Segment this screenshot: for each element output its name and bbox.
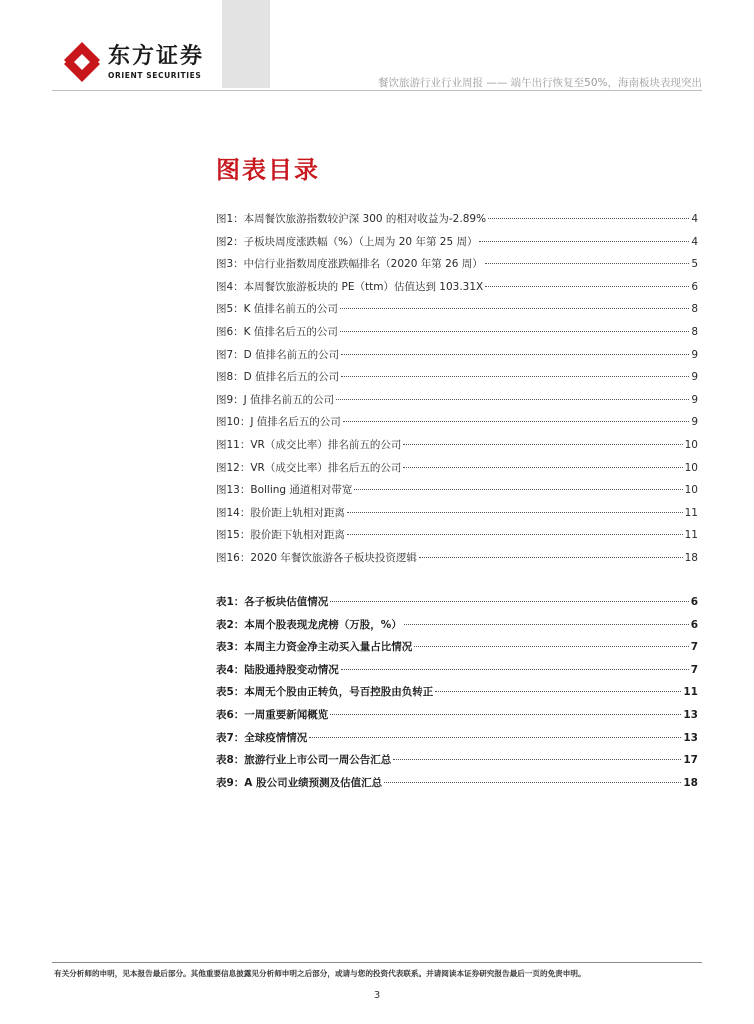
leader-dots xyxy=(393,759,681,760)
table-entry-label: 表8：旅游行业上市公司一周公告汇总 xyxy=(216,754,392,767)
leader-dots xyxy=(479,241,689,242)
figure-entry-label: 图8：D 值排名后五的公司 xyxy=(216,371,340,384)
figure-entry[interactable] xyxy=(216,392,698,415)
leader-dots xyxy=(403,444,682,445)
leader-dots xyxy=(341,376,689,377)
table-entry[interactable] xyxy=(216,594,698,617)
figure-entry[interactable] xyxy=(216,279,698,302)
figure-entry[interactable] xyxy=(216,550,698,573)
figure-entry[interactable] xyxy=(216,527,698,550)
table-entry-label: 表5：本周无个股由正转负，号百控股由负转正 xyxy=(216,686,434,699)
table-entry-page: 13 xyxy=(683,731,698,744)
figure-entry[interactable] xyxy=(216,460,698,483)
figure-entry-page: 10 xyxy=(684,484,698,497)
figure-entry[interactable] xyxy=(216,347,698,370)
figure-entry[interactable] xyxy=(216,482,698,505)
leader-dots xyxy=(404,624,689,625)
logo-chinese-name: 东方证券 xyxy=(108,43,205,69)
figure-entry-page: 8 xyxy=(691,325,698,338)
figure-entry-page: 10 xyxy=(684,461,698,474)
table-entry-label: 表6：一周重要新闻概览 xyxy=(216,708,329,721)
table-entry-page: 17 xyxy=(683,754,698,767)
figure-entry-label: 图15：股价距下轨相对距离 xyxy=(216,529,345,542)
figure-entry-label: 图4：本周餐饮旅游板块的 PE（ttm）估值达到 103.31X xyxy=(216,280,484,293)
orient-logo-icon xyxy=(60,40,104,84)
table-entry-page: 6 xyxy=(690,596,698,608)
report-title: 餐饮旅游行业行业周报 —— 端午出行恢复至50%，海南板块表现突出 xyxy=(377,77,702,89)
figure-entry-label: 图3：中信行业指数周度涨跌幅排名（2020 年第 26 周） xyxy=(216,258,483,271)
figure-entry[interactable] xyxy=(216,369,698,392)
figure-entry-page: 10 xyxy=(684,438,698,451)
figure-entry-page: 9 xyxy=(691,393,698,406)
figure-entry-page: 9 xyxy=(691,416,698,429)
company-logo xyxy=(60,40,204,84)
figure-entry-page: 6 xyxy=(691,280,698,293)
table-entry[interactable] xyxy=(216,775,698,798)
leader-dots xyxy=(488,218,689,219)
figure-entry-label: 图9：J 值排名前五的公司 xyxy=(216,393,335,406)
table-entry[interactable] xyxy=(216,730,698,753)
table-entry[interactable] xyxy=(216,662,698,685)
leader-dots xyxy=(340,308,689,309)
leader-dots xyxy=(341,669,689,670)
figure-entry-label: 图5：K 值排名前五的公司 xyxy=(216,303,338,316)
figure-entry[interactable] xyxy=(216,324,698,347)
leader-dots xyxy=(330,601,688,602)
figure-entry-label: 图6：K 值排名后五的公司 xyxy=(216,325,338,338)
leader-dots xyxy=(309,737,681,738)
leader-dots xyxy=(343,421,690,422)
figure-entry-label: 图11：VR（成交比率）排名前五的公司 xyxy=(216,438,402,451)
leader-dots xyxy=(414,646,688,647)
figure-entry-page: 9 xyxy=(691,371,698,384)
leader-dots xyxy=(330,714,681,715)
leader-dots xyxy=(485,263,690,264)
leader-dots xyxy=(384,782,681,783)
table-entry-label: 表1：各子板块估值情况 xyxy=(216,596,329,608)
figure-entry[interactable] xyxy=(216,301,698,324)
figure-entry[interactable] xyxy=(216,437,698,460)
figure-entry-label: 图1：本周餐饮旅游指数较沪深 300 的相对收益为-2.89% xyxy=(216,213,487,225)
table-entry[interactable] xyxy=(216,639,698,662)
table-entry-page: 13 xyxy=(683,708,698,721)
figure-entry-label: 图10：J 值排名后五的公司 xyxy=(216,416,341,429)
figure-entry-label: 图7：D 值排名前五的公司 xyxy=(216,348,340,361)
table-entry-page: 18 xyxy=(683,776,698,789)
figure-entry-page: 11 xyxy=(684,529,698,542)
table-entry-label: 表7：全球疫情情况 xyxy=(216,731,308,744)
table-entry[interactable] xyxy=(216,707,698,730)
logo-english-name: ORIENT SECURITIES xyxy=(108,70,202,80)
figure-entry-page: 4 xyxy=(691,235,698,248)
figure-entry[interactable] xyxy=(216,211,698,234)
leader-dots xyxy=(347,534,683,535)
table-entry-label: 表4：陆股通持股变动情况 xyxy=(216,663,339,676)
figure-entry-page: 9 xyxy=(691,348,698,361)
figure-entry-label: 图13：Bolling 通道相对带宽 xyxy=(216,484,353,497)
table-entry[interactable] xyxy=(216,684,698,707)
leader-dots xyxy=(347,512,683,513)
figure-entry-page: 4 xyxy=(691,213,698,225)
figure-entry-label: 图12：VR（成交比率）排名后五的公司 xyxy=(216,461,402,474)
table-entry-label: 表2：本周个股表现龙虎榜（万股，%） xyxy=(216,618,402,631)
header-divider xyxy=(52,90,702,91)
table-entry-label: 表9：A 股公司业绩预测及估值汇总 xyxy=(216,776,383,789)
table-list xyxy=(216,594,698,797)
leader-dots xyxy=(340,331,689,332)
figure-entry[interactable] xyxy=(216,234,698,257)
table-entry-page: 7 xyxy=(690,663,698,676)
page-number: 3 xyxy=(373,990,381,1001)
figure-entry[interactable] xyxy=(216,505,698,528)
table-entry-page: 11 xyxy=(683,686,698,699)
footer-disclaimer: 有关分析师的申明，见本报告最后部分。其他重要信息披露见分析师申明之后部分，或请与您的投资代表联系。并请阅读本证券研究报告最后一页的免责申明。 xyxy=(54,969,586,978)
leader-dots xyxy=(435,691,681,692)
table-entry[interactable] xyxy=(216,752,698,775)
leader-dots xyxy=(341,354,689,355)
leader-dots xyxy=(419,557,683,558)
toc-heading: 图表目录 xyxy=(216,156,320,184)
figure-entry-page: 11 xyxy=(684,506,698,519)
figure-entry-label: 图14：股价距上轨相对距离 xyxy=(216,506,345,519)
table-entry-label: 表3：本周主力资金净主动买入量占比情况 xyxy=(216,641,413,654)
figure-entry[interactable] xyxy=(216,414,698,437)
figure-entry[interactable] xyxy=(216,256,698,279)
footer-divider xyxy=(52,962,702,963)
table-entry-page: 7 xyxy=(690,641,698,654)
leader-dots xyxy=(336,399,689,400)
header-gray-bar xyxy=(222,0,270,88)
leader-dots xyxy=(403,467,682,468)
figure-entry-label: 图16：2020 年餐饮旅游各子板块投资逻辑 xyxy=(216,551,417,564)
figure-entry-page: 5 xyxy=(691,258,698,271)
leader-dots xyxy=(485,286,689,287)
figure-entry-page: 18 xyxy=(684,551,698,564)
figure-entry-label: 图2：子板块周度涨跌幅（%）（上周为 20 年第 25 周） xyxy=(216,235,478,248)
table-entry-page: 6 xyxy=(690,618,698,631)
leader-dots xyxy=(354,489,682,490)
figure-entry-page: 8 xyxy=(691,303,698,316)
table-entry[interactable] xyxy=(216,617,698,640)
figure-list xyxy=(216,211,698,573)
